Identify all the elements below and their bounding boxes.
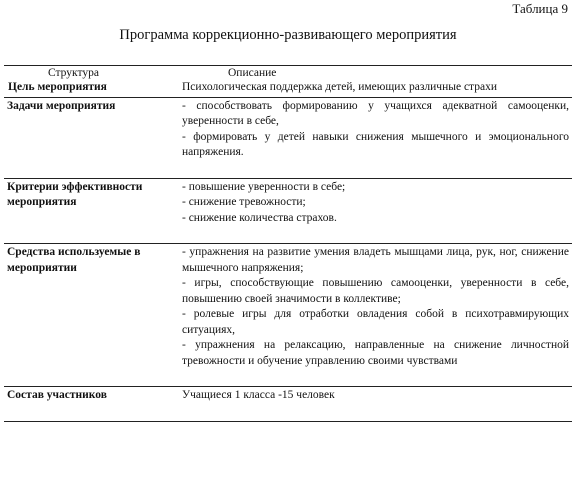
row-label-cell — [4, 66, 179, 98]
row-label: Состав участников — [4, 387, 179, 422]
row-label: Цель мероприятия — [8, 81, 107, 93]
row-spacer — [182, 404, 569, 420]
description-line: - упражнения на развитие умения владеть мышцами лица, рук, ног, снижение мышечного напряжения; — [182, 246, 569, 274]
row-description-cell — [179, 387, 572, 422]
table-row-goal — [4, 66, 572, 98]
row-label: Критерии эффективности мероприятия — [4, 178, 179, 244]
table-row-means — [4, 244, 572, 387]
row-label: Задачи мероприятия — [4, 97, 179, 178]
row-spacer — [182, 369, 569, 385]
row-label: Средства используемые в мероприятии — [4, 244, 179, 387]
description-line: - формировать у детей навыки снижения мышечного и эмоционального напряжения. — [182, 130, 569, 158]
description-line: - упражнения на релаксацию, направленные на снижение личностной тревожности и обучение управлению своими чувствами — [182, 339, 569, 367]
document-title: Программа коррекционно-развивающего мероприятия — [119, 27, 457, 43]
description-line: - ролевые игры для отработки овладения собой в психотравмирующих ситуациях, — [182, 308, 569, 336]
row-description-cell — [179, 66, 572, 98]
description-line: - снижение тревожности; — [182, 196, 306, 208]
table-row-criteria — [4, 178, 572, 244]
row-description-cell — [179, 178, 572, 244]
table-row-participants — [4, 387, 572, 422]
program-table — [4, 65, 572, 422]
table-row-tasks — [4, 97, 572, 178]
table-caption: Таблица 9 — [512, 1, 568, 16]
row-spacer — [182, 161, 569, 177]
row-spacer — [182, 226, 569, 242]
description-line: - повышение уверенности в себе; — [182, 180, 346, 193]
column-header-structure: Структура — [48, 67, 99, 79]
description-line: - снижение количества страхов. — [182, 211, 337, 224]
row-description-cell — [179, 244, 572, 387]
description-line: Учащиеся 1 класса -15 человек — [182, 389, 335, 401]
row-description-cell — [179, 97, 572, 178]
column-header-description: Описание — [228, 67, 277, 79]
description-line: - игры, способствующие повышению самооценки, уверенности в себе, повышению своей значимости в коллективе; — [182, 277, 569, 305]
description-line: - способствовать формированию у учащихся адекватной самооценки, уверенности в себе, — [182, 99, 569, 127]
description-line: Психологическая поддержка детей, имеющих различные страхи — [182, 81, 497, 93]
